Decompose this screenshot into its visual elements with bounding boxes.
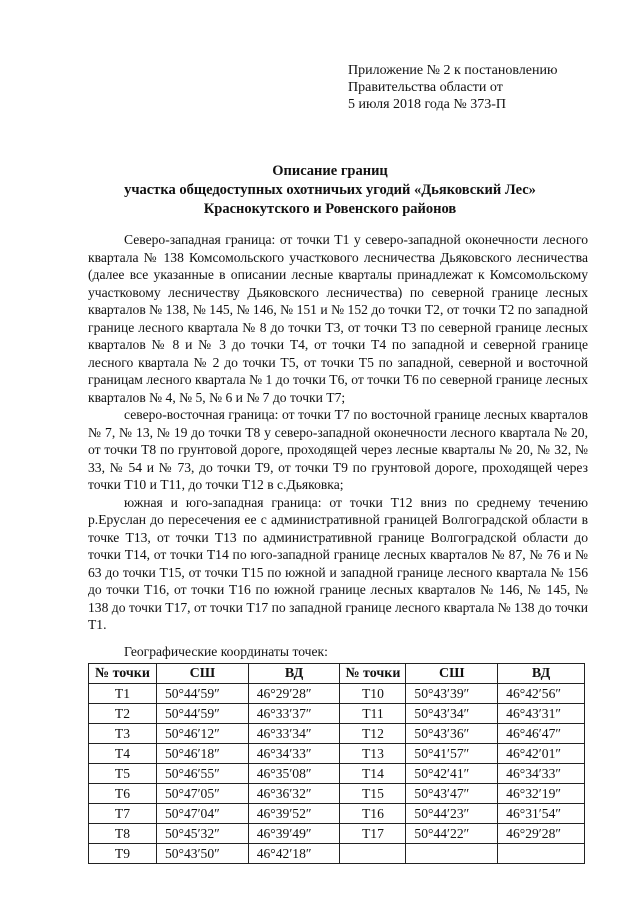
- cell-point-number: Т10: [340, 684, 406, 704]
- cell-longitude: 46°33′34″: [248, 724, 340, 744]
- table-row: [89, 764, 585, 784]
- cell-point-number: Т14: [340, 764, 406, 784]
- cell-longitude: 46°39′49″: [248, 824, 340, 844]
- title-line: Описание границ: [272, 163, 388, 179]
- cell-longitude: 46°39′52″: [248, 804, 340, 824]
- header-longitude: ВД: [248, 664, 340, 684]
- cell-latitude: 50°44′23″: [406, 804, 498, 824]
- appendix-line: Правительства области от: [348, 80, 503, 95]
- table-row: [89, 844, 585, 864]
- cell-point-number: Т3: [89, 724, 157, 744]
- cell-point-number: Т13: [340, 744, 406, 764]
- cell-longitude: 46°42′18″: [248, 844, 340, 864]
- cell-latitude: 50°43′39″: [406, 684, 498, 704]
- cell-latitude: 50°46′18″: [156, 744, 248, 764]
- cell-longitude: 46°29′28″: [498, 824, 585, 844]
- boundary-description: [88, 231, 588, 634]
- coordinates-table: [88, 663, 585, 864]
- cell-longitude: 46°35′08″: [248, 764, 340, 784]
- cell-longitude: 46°33′37″: [248, 704, 340, 724]
- table-row: [89, 824, 585, 844]
- header-latitude: СШ: [406, 664, 498, 684]
- cell-point-number: Т17: [340, 824, 406, 844]
- header-longitude: ВД: [498, 664, 585, 684]
- table-row: [89, 784, 585, 804]
- cell-point-number: Т8: [89, 824, 157, 844]
- cell-longitude: 46°29′28″: [248, 684, 340, 704]
- cell-longitude: 46°34′33″: [248, 744, 340, 764]
- cell-latitude: 50°46′12″: [156, 724, 248, 744]
- title-line: участка общедоступных охотничьих угодий «Дьяковский Лес»: [124, 182, 536, 198]
- cell-latitude: 50°45′32″: [156, 824, 248, 844]
- coordinates-caption: Географические координаты точек:: [124, 644, 328, 659]
- cell-point-number: Т1: [89, 684, 157, 704]
- table-row: [89, 804, 585, 824]
- cell-point-number: [340, 844, 406, 864]
- table-header-row: [89, 664, 585, 684]
- cell-point-number: Т15: [340, 784, 406, 804]
- cell-latitude: 50°43′47″: [406, 784, 498, 804]
- cell-point-number: Т2: [89, 704, 157, 724]
- cell-latitude: 50°47′05″: [156, 784, 248, 804]
- document-title: [60, 162, 600, 219]
- cell-longitude: 46°32′19″: [498, 784, 585, 804]
- cell-latitude: [406, 844, 498, 864]
- cell-longitude: 46°43′31″: [498, 704, 585, 724]
- cell-latitude: 50°42′41″: [406, 764, 498, 784]
- cell-latitude: 50°43′50″: [156, 844, 248, 864]
- cell-longitude: 46°31′54″: [498, 804, 585, 824]
- cell-longitude: 46°36′32″: [248, 784, 340, 804]
- cell-latitude: 50°43′36″: [406, 724, 498, 744]
- table-row: [89, 744, 585, 764]
- table-row: [89, 724, 585, 744]
- appendix-line: 5 июля 2018 года № 373-П: [348, 97, 506, 112]
- coordinates-table-body: [89, 684, 585, 864]
- cell-latitude: 50°41′57″: [406, 744, 498, 764]
- cell-longitude: [498, 844, 585, 864]
- cell-latitude: 50°44′22″: [406, 824, 498, 844]
- table-row: [89, 704, 585, 724]
- cell-point-number: Т4: [89, 744, 157, 764]
- cell-point-number: Т9: [89, 844, 157, 864]
- cell-longitude: 46°42′01″: [498, 744, 585, 764]
- cell-latitude: 50°44′59″: [156, 684, 248, 704]
- table-row: [89, 684, 585, 704]
- header-latitude: СШ: [156, 664, 248, 684]
- cell-point-number: Т6: [89, 784, 157, 804]
- cell-latitude: 50°44′59″: [156, 704, 248, 724]
- cell-latitude: 50°47′04″: [156, 804, 248, 824]
- cell-longitude: 46°34′33″: [498, 764, 585, 784]
- cell-longitude: 46°42′56″: [498, 684, 585, 704]
- title-line: Краснокутского и Ровенского районов: [203, 201, 457, 217]
- cell-point-number: Т7: [89, 804, 157, 824]
- cell-latitude: 50°43′34″: [406, 704, 498, 724]
- cell-point-number: Т11: [340, 704, 406, 724]
- cell-latitude: 50°46′55″: [156, 764, 248, 784]
- northwest-boundary-paragraph: Северо-западная граница: от точки Т1 у северо-западной оконечности лесного квартала № 138 Комсомольского участкового лесничества Дьяковского лесничества (далее все указанные в описании лесные кварталы принадлежат к Комсомольскому участковому лесничеству Дьяковского лесничества) по северной границе лесных кварталов № 138, № 145, № 146, № 151 и № 152 до точки Т2, от точки Т2 по западной границе лесного квартала № 8 до точки Т3, от точки Т3 по северной границе лесных кварталов № 8 и № 3 до точки Т4, от точки Т4 по западной и северной границе лесного квартала № 2 до точки Т5, от точки Т5 по западной, северной и восточной границам лесного квартала № 1 до точки Т6, от точки Т6 по северной границе лесных кварталов № 4, № 5, № 6 и № 7 до точки Т7;: [88, 232, 588, 405]
- cell-point-number: Т16: [340, 804, 406, 824]
- appendix-line: Приложение № 2 к постановлению: [348, 63, 558, 78]
- appendix-note: [348, 62, 598, 113]
- header-point-number: № точки: [340, 664, 406, 684]
- cell-longitude: 46°46′47″: [498, 724, 585, 744]
- south-southwest-boundary-paragraph: южная и юго-западная граница: от точки Т12 вниз по среднему течению р.Еруслан до пересечения ее с административной границей Волгоградской области в точке Т13, от точки Т13 по административной границе Волгоградской области до точки Т14, от точки Т14 по юго-западной границе лесных кварталов № 87, № 76 и № 63 до точки Т15, от точки Т15 по южной и западной границе лесного квартала № 156 до точки Т16, от точки Т16 по южной границе лесных кварталов № 146, № 145, № 138 до точки Т17, от точки Т17 по западной границе лесного квартала № 138 до точки Т1.: [88, 494, 588, 632]
- header-point-number: № точки: [89, 664, 157, 684]
- northeast-boundary-paragraph: северо-восточная граница: от точки Т7 по восточной границе лесных кварталов № 7, № 13, № 19 до точки Т8 у северо-западной оконечности лесного квартала № 20, от точки Т8 по грунтовой дороге, проходящей через лесные кварталы № 20, № 32, № 33, № 54 и № 73, до точки Т9, от точки Т9 по грунтовой дороге, проходящей через точки Т10 и Т11, до точки Т12 в с.Дьяковка;: [88, 407, 588, 492]
- cell-point-number: Т12: [340, 724, 406, 744]
- cell-point-number: Т5: [89, 764, 157, 784]
